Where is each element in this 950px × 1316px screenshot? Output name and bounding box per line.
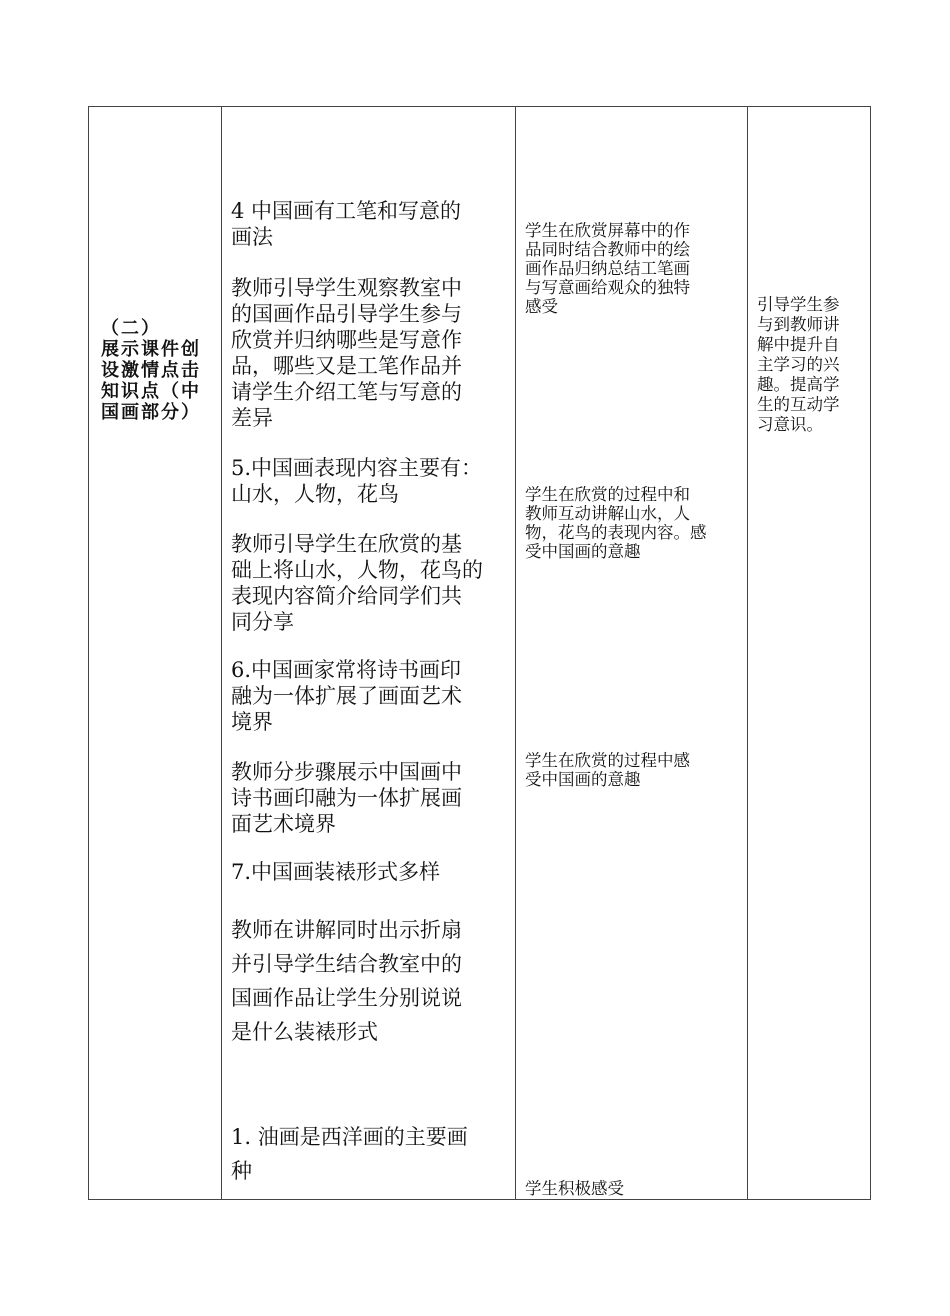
text-line: 品，哪些又是工笔作品并 <box>231 354 462 378</box>
text-line: 是什么装裱形式 <box>231 1020 378 1044</box>
text-line: 习意识。 <box>757 415 823 434</box>
content-paragraph <box>231 198 461 250</box>
content-paragraph <box>231 913 462 1049</box>
text-line: 主学习的兴 <box>757 355 840 374</box>
text-line: 学生在欣赏屏幕中的作 <box>525 221 690 240</box>
text-line: 画法 <box>231 225 273 249</box>
text-line: 物，花鸟的表现内容。感 <box>525 523 707 542</box>
text-line: 山水，人物，花鸟 <box>231 482 399 506</box>
content-paragraph <box>231 455 482 507</box>
text-line: 教师引导学生观察教室中 <box>231 276 462 300</box>
text-line: 与写意画给观众的独特 <box>525 278 690 297</box>
text-line: 学生在欣赏的过程中和 <box>525 485 690 504</box>
text-line: 并引导学生结合教室中的 <box>231 952 462 976</box>
text-line: 差异 <box>231 406 273 430</box>
text-line: 学生积极感受 <box>525 1179 624 1198</box>
text-line: 4 中国画有工笔和写意的 <box>231 199 462 223</box>
text-line: 欣赏并归纳哪些是写意作 <box>231 328 462 352</box>
text-line: 表现内容简介给同学们共 <box>231 584 462 608</box>
content-paragraph <box>231 859 440 885</box>
content-paragraph <box>231 657 462 735</box>
text-line: 的国画作品引导学生参与 <box>231 302 462 326</box>
text-line: 教师分步骤展示中国画中 <box>231 760 462 784</box>
text-line: 面艺术境界 <box>231 812 336 836</box>
content-paragraph <box>231 1120 468 1188</box>
text-line: 引导学生参 <box>757 295 840 314</box>
text-line: 国画部分） <box>101 402 201 423</box>
content-paragraph <box>231 275 462 431</box>
design-intent <box>757 295 840 435</box>
text-line: 教师互动讲解山水，人 <box>525 504 690 523</box>
content-paragraph <box>231 531 483 635</box>
column-divider <box>221 107 222 1199</box>
text-line: 生的互动学 <box>757 395 840 414</box>
text-line: 解中提升自 <box>757 335 840 354</box>
text-line: 国画作品让学生分别说说 <box>231 986 462 1010</box>
text-line: 请学生介绍工笔与写意的 <box>231 380 462 404</box>
text-line: 教师在讲解同时出示折扇 <box>231 918 462 942</box>
student-activity <box>525 485 707 561</box>
text-line: 展示课件创 <box>101 339 201 360</box>
column-divider <box>515 107 516 1199</box>
column-divider <box>747 107 748 1199</box>
text-line: 受中国画的意趣 <box>525 542 641 561</box>
student-activity <box>525 751 690 789</box>
text-line: 诗书画印融为一体扩展画 <box>231 786 462 810</box>
lesson-plan-table <box>88 106 871 1200</box>
text-line: 6.中国画家常将诗书画印 <box>231 658 462 682</box>
text-line: 受中国画的意趣 <box>525 770 641 789</box>
text-line: 设激情点击 <box>101 360 201 381</box>
text-line: 品同时结合教师中的绘 <box>525 240 690 259</box>
section-label <box>101 318 201 423</box>
text-line: （二） <box>101 318 161 339</box>
student-activity <box>525 221 690 316</box>
text-line: 知识点（中 <box>101 381 201 402</box>
text-line: 感受 <box>525 297 558 316</box>
text-line: 境界 <box>231 710 273 734</box>
text-line: 教师引导学生在欣赏的基 <box>231 532 462 556</box>
text-line: 础上将山水，人物，花鸟的 <box>231 558 483 582</box>
content-paragraph <box>231 759 462 837</box>
text-line: 种 <box>231 1159 252 1183</box>
text-line: 学生在欣赏的过程中感 <box>525 751 690 770</box>
student-activity <box>525 1179 624 1198</box>
text-line: 趣。提高学 <box>757 375 840 394</box>
text-line: 同分享 <box>231 610 294 634</box>
text-line: 融为一体扩展了画面艺术 <box>231 684 462 708</box>
text-line: 7.中国画装裱形式多样 <box>231 860 441 884</box>
text-line: 5.中国画表现内容主要有： <box>231 456 483 480</box>
text-line: 与到教师讲 <box>757 315 840 334</box>
text-line: 1. 油画是西洋画的主要画 <box>231 1125 468 1149</box>
text-line: 画作品归纳总结工笔画 <box>525 259 690 278</box>
